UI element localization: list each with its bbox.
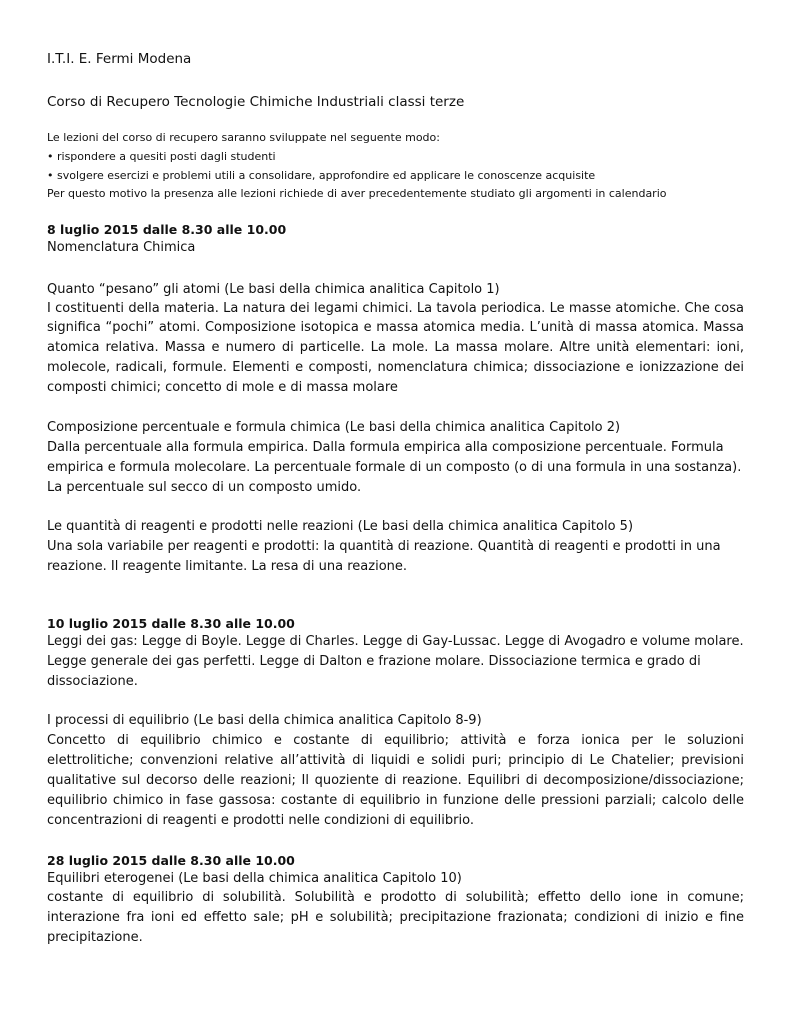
school-name: I.T.I. E. Fermi Modena <box>47 51 192 67</box>
topic-line: concentrazioni di reagenti e prodotti nelle condizioni di equilibrio. <box>47 813 474 828</box>
topic-line: Dalla percentuale alla formula empirica. Dalla formula empirica alla composizione percentuale. Formula <box>47 440 724 455</box>
topic-title: I processi di equilibrio (Le basi della chimica analitica Capitolo 8-9) <box>47 713 482 728</box>
session-title: Nomenclatura Chimica <box>47 240 196 255</box>
topic-line: reazione. Il reagente limitante. La resa di una reazione. <box>47 559 408 574</box>
topic-line: Concetto di equilibrio chimico e costante di equilibrio; attività e forza ionica per le soluzioni <box>47 733 744 748</box>
topic-line: empirica e formula molecolare. La percentuale formale di un composto (o di una formula in una sostanza). <box>47 460 742 475</box>
topic-title: Le quantità di reagenti e prodotti nelle reazioni (Le basi della chimica analitica Capitolo 5) <box>47 519 634 534</box>
topic-line: Una sola variabile per reagenti e prodotti: la quantità di reazione. Quantità di reagenti e prodotti in una <box>47 539 721 554</box>
session-line: Legge generale dei gas perfetti. Legge di Dalton e frazione molare. Dissociazione termica e grado di <box>47 654 701 669</box>
intro-line: Per questo motivo la presenza alle lezioni richiede di aver precedentemente studiato gli argomenti in calendario <box>47 187 667 200</box>
session-date: 28 luglio 2015 dalle 8.30 alle 10.00 <box>47 853 295 868</box>
topic-title: Quanto “pesano” gli atomi (Le basi della chimica analitica Capitolo 1) <box>47 282 500 297</box>
topic-title: Composizione percentuale e formula chimica (Le basi della chimica analitica Capitolo 2) <box>47 420 621 435</box>
topic-line: qualitative sul decorso delle reazioni; Il quoziente di reazione. Equilibri di decomposizione/dissociazione; <box>47 773 744 788</box>
topic-title: Equilibri eterogenei (Le basi della chimica analitica Capitolo 10) <box>47 871 462 886</box>
topic-line: molecole, radicali, formule. Elementi e composti, nomenclatura chimica; dissociazione e ionizzazione dei <box>47 360 744 375</box>
topic-line: composti chimici; concetto di mole e di massa molare <box>47 380 398 395</box>
session-date: 8 luglio 2015 dalle 8.30 alle 10.00 <box>47 222 287 237</box>
course-title: Corso di Recupero Tecnologie Chimiche Industriali classi terze <box>47 94 465 110</box>
topic-line: significa “pochi” atomi. Composizione isotopica e massa atomica media. L’unità di massa atomica. Massa <box>47 320 744 335</box>
topic-line: costante di equilibrio di solubilità. Solubilità e prodotto di solubilità; effetto dello ione in comune; <box>47 890 744 905</box>
intro-line: Le lezioni del corso di recupero saranno sviluppate nel seguente modo: <box>47 131 440 144</box>
intro-bullet: • rispondere a quesiti posti dagli studenti <box>47 150 276 163</box>
topic-line: elettrolitiche; convenzioni relative all’attività di liquidi e solidi puri; principio di Le Chatelier; previsioni <box>47 753 744 768</box>
topic-line: atomica relativa. Massa e numero di particelle. La mole. La massa molare. Altre unità elementari: ioni, <box>47 340 744 355</box>
topic-line: interazione fra ioni ed effetto sale; pH e solubilità; precipitazione frazionata; condizioni di inizio e fine <box>47 910 744 925</box>
intro-bullet: • svolgere esercizi e problemi utili a consolidare, approfondire ed applicare le conoscenze acquisite <box>47 169 596 182</box>
session-line: Leggi dei gas: Legge di Boyle. Legge di Charles. Legge di Gay-Lussac. Legge di Avogadro e volume molare. <box>47 634 744 649</box>
topic-line: precipitazione. <box>47 930 143 945</box>
topic-line: I costituenti della materia. La natura dei legami chimici. La tavola periodica. Le masse atomiche. Che cosa <box>47 301 744 316</box>
topic-line: La percentuale sul secco di un composto umido. <box>47 480 362 495</box>
session-line: dissociazione. <box>47 674 138 689</box>
topic-line: equilibrio chimico in fase gassosa: costante di equilibrio in funzione delle pressioni parziali; calcolo delle <box>47 793 744 808</box>
session-date: 10 luglio 2015 dalle 8.30 alle 10.00 <box>47 616 295 631</box>
